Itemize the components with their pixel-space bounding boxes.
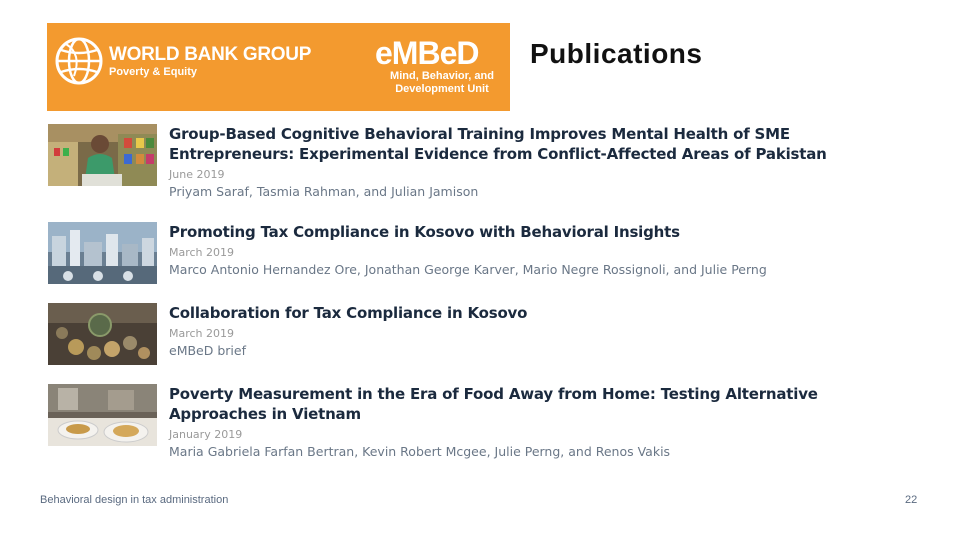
restaurant-food-photo xyxy=(48,384,157,446)
header-banner xyxy=(47,23,510,111)
publication-title[interactable]: Collaboration for Tax Compliance in Kosovo xyxy=(169,304,528,322)
publication-title[interactable]: Poverty Measurement in the Era of Food Away from Home: Testing Alternative Approaches in Vietnam xyxy=(169,385,818,423)
publication-date: January 2019 xyxy=(169,428,243,441)
world-bank-group-logo-text: WORLD BANK GROUP xyxy=(109,44,312,65)
publication-date: March 2019 xyxy=(169,246,235,259)
publication-date: June 2019 xyxy=(169,168,225,181)
publication-title[interactable]: Group-Based Cognitive Behavioral Training Improves Mental Health of SME Entrepreneurs: Experimental Evidence from Conflict-Affected Areas of Pakistan xyxy=(169,125,827,163)
poverty-equity-subtitle: Poverty & Equity xyxy=(109,66,198,78)
footer-caption: Behavioral design in tax administration xyxy=(40,494,229,506)
publication-authors: eMBeD brief xyxy=(169,343,246,358)
publication-authors: Marco Antonio Hernandez Ore, Jonathan George Karver, Mario Negre Rossignoli, and Julie Perng xyxy=(169,262,767,277)
world-bank-globe-icon xyxy=(54,36,104,86)
publication-authors: Priyam Saraf, Tasmia Rahman, and Julian Jamison xyxy=(169,184,479,199)
page-number: 22 xyxy=(905,494,918,506)
embed-logo-text: eMBeD xyxy=(375,35,479,71)
publication-date: March 2019 xyxy=(169,327,235,340)
embed-subtitle: Mind, Behavior, and Development Unit xyxy=(390,70,494,95)
publication-title[interactable]: Promoting Tax Compliance in Kosovo with Behavioral Insights xyxy=(169,223,680,241)
publication-authors: Maria Gabriela Farfan Bertran, Kevin Robert Mcgee, Julie Perng, and Renos Vakis xyxy=(169,444,671,459)
shopkeeper-photo xyxy=(48,124,157,186)
city-skyline-photo xyxy=(48,222,157,284)
page-title: Publications xyxy=(530,38,703,69)
coins-photo xyxy=(48,303,157,365)
